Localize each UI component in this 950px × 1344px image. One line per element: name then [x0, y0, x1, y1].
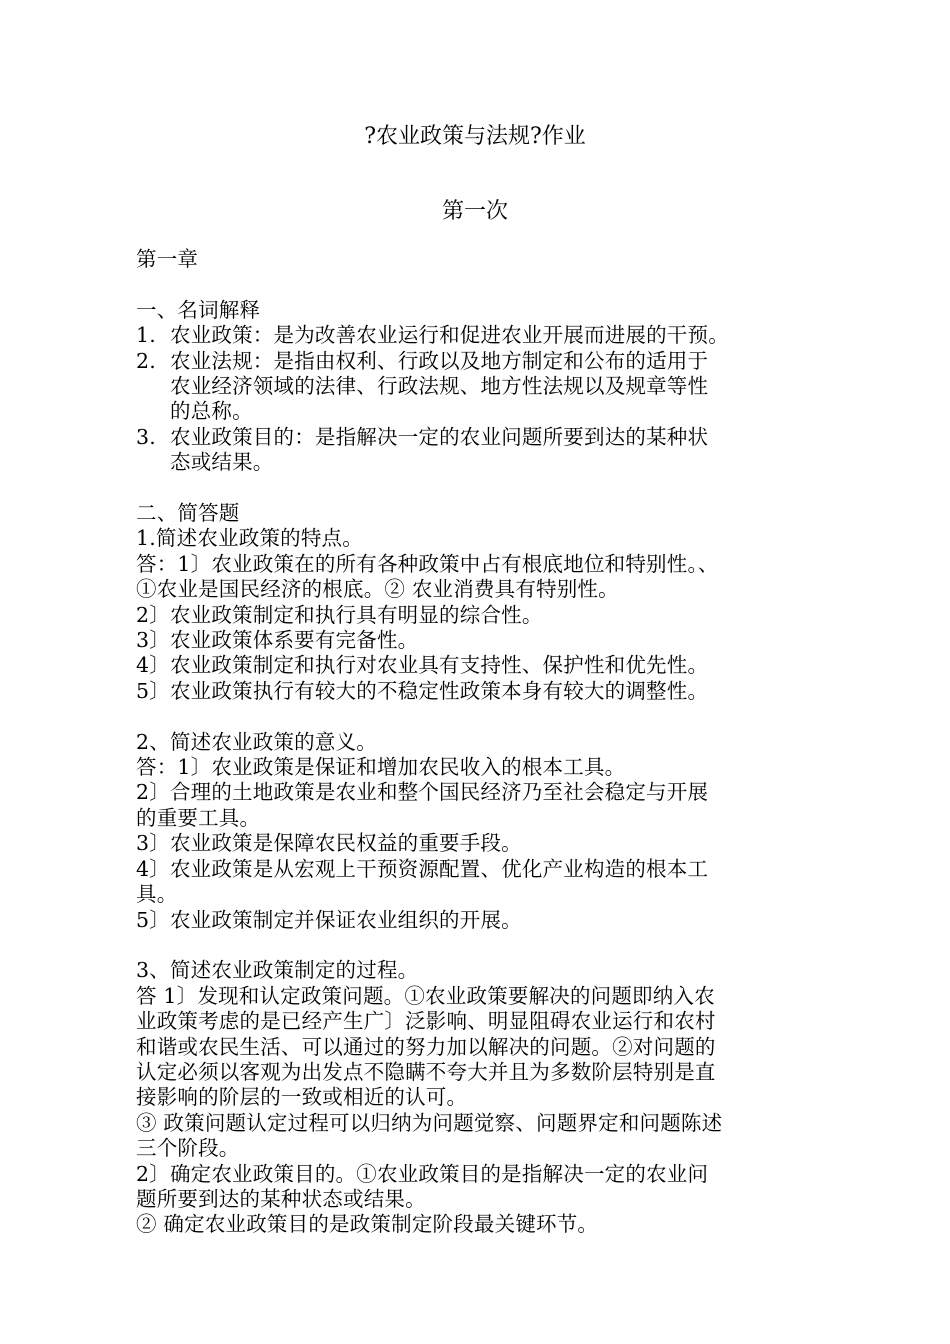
term-number: 2.: [136, 348, 156, 373]
answer-line: 3〕农业政策体系要有完备性。: [136, 628, 419, 653]
answer-line: 的重要工具。: [136, 805, 261, 830]
answer-line: 业政策考虑的是已经产生广〕泛影响、明显阻碍农业运行和农村: [136, 1009, 716, 1034]
question-3: 3、简述农业政策制定的过程。: [136, 958, 419, 983]
term-number: 3.: [136, 424, 156, 449]
term-item: [136, 425, 826, 476]
term-line: 的总称。: [170, 399, 253, 424]
spacer: [136, 933, 826, 958]
answer-line: ①农业是国民经济的根底。② 农业消费具有特别性。: [136, 577, 619, 602]
answer-line: 三个阶段。: [136, 1136, 240, 1161]
spacer: [136, 704, 826, 729]
term-line: 农业经济领域的法律、行政法规、地方性法规以及规章等性: [170, 374, 709, 399]
spacer: [136, 272, 826, 297]
answer-line: ② 确定农业政策目的是政策制定阶段最关键环节。: [136, 1212, 599, 1237]
answer-line: 2〕农业政策制定和执行具有明显的综合性。: [136, 602, 543, 627]
term-line: 农业政策目的：是指解决一定的农业问题所要到达的某种状: [170, 424, 709, 449]
answer-line: ③ 政策问题认定过程可以归纳为问题觉察、问题界定和问题陈述: [136, 1110, 723, 1135]
term-line: 农业政策：是为改善农业运行和促进农业开展而进展的干预。: [170, 323, 729, 348]
answer-line: 2〕确定农业政策目的。①农业政策目的是指解决一定的农业问: [136, 1161, 709, 1186]
answer-line: 答 1〕发现和认定政策问题。①农业政策要解决的问题即纳入农: [136, 983, 715, 1008]
question-2: 2、简述农业政策的意义。: [136, 729, 377, 754]
chapter-heading: 第一章: [136, 247, 199, 271]
answer-line: 答：1〕农业政策是保证和增加农民收入的根本工具。: [136, 755, 626, 780]
answer-line: 具。: [136, 882, 178, 907]
document-subtitle: 第一次: [441, 199, 508, 224]
section-heading-terms: 一、名词解释: [136, 297, 261, 322]
answer-line: 接影响的阶层的一致或相近的认可。: [136, 1085, 468, 1110]
document-body: [136, 247, 826, 1238]
answer-line: 4〕农业政策制定和执行对农业具有支持性、保护性和优先性。: [136, 653, 709, 678]
answer-line: 题所要到达的某种状态或结果。: [136, 1186, 426, 1211]
section-heading-questions: 二、简答题: [136, 501, 240, 526]
answer-line: 和谐或农民生活、可以通过的努力加以解决的问题。②对问题的: [136, 1034, 716, 1059]
answer-line: 5〕农业政策制定并保证农业组织的开展。: [136, 907, 522, 932]
answer-line: 2〕合理的土地政策是农业和整个国民经济乃至社会稳定与开展: [136, 780, 709, 805]
term-number: 1.: [136, 323, 156, 348]
document-title: ?农业政策与法规?作业: [364, 124, 586, 149]
answer-line: 4〕农业政策是从宏观上干预资源配置、优化产业构造的根本工: [136, 856, 709, 881]
term-item: [136, 323, 826, 348]
question-1: 1.简述农业政策的特点。: [136, 526, 363, 551]
answer-line: 3〕农业政策是保障农民权益的重要手段。: [136, 831, 522, 856]
term-line: 态或结果。: [170, 450, 274, 475]
spacer: [136, 476, 826, 501]
term-item: [136, 349, 826, 425]
answer-line: 5〕农业政策执行有较大的不稳定性政策本身有较大的调整性。: [136, 678, 709, 703]
answer-line: 答：1〕农业政策在的所有各种政策中占有根底地位和特别性。、: [136, 551, 719, 576]
answer-line: 认定必须以客观为出发点不隐瞒不夸大并且为多数阶层特别是直: [136, 1059, 716, 1084]
term-line: 农业法规：是指由权利、行政以及地方制定和公布的适用于: [170, 348, 709, 373]
